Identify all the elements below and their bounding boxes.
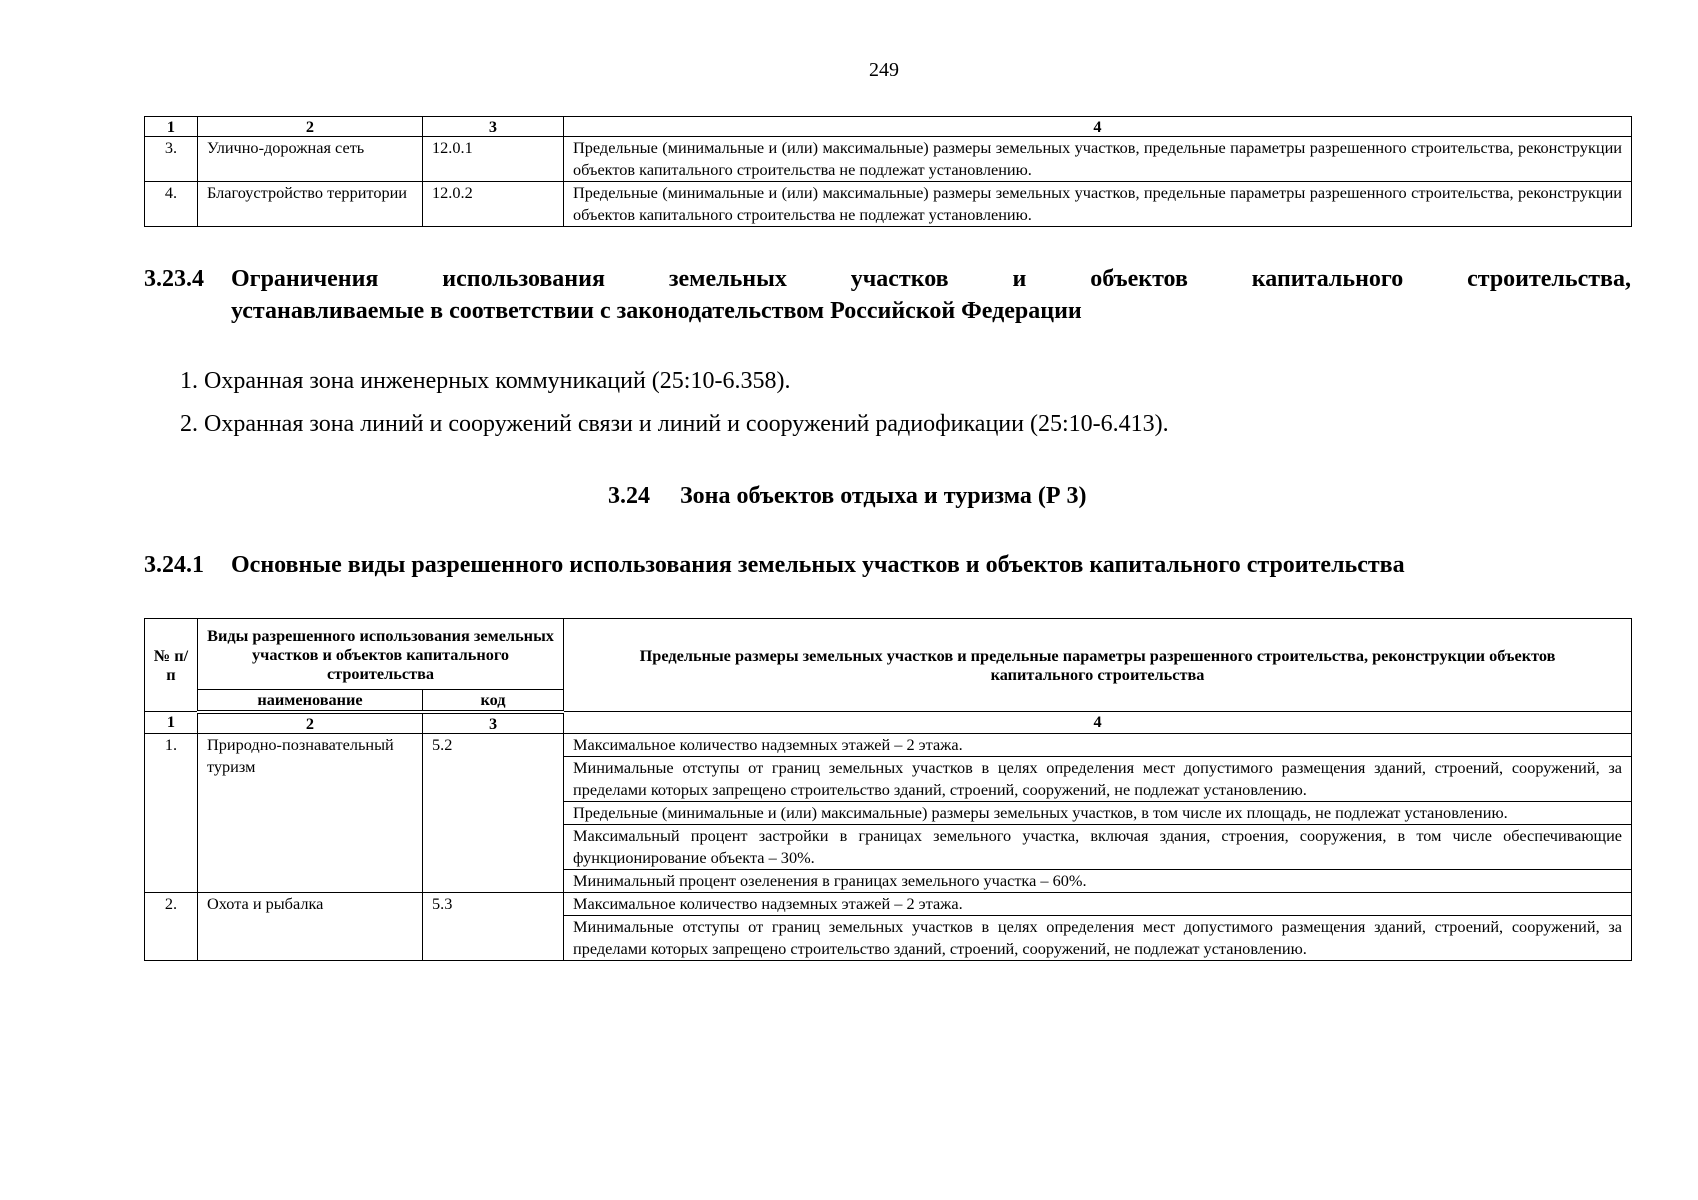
main-uses-table [144,618,1632,961]
use-parameters: Предельные (минимальные и (или) максимальные) размеры земельных участков, предельные параметры разрешенного строительства, реконструкции объектов капитального строительства не подлежат установлению. [564,137,1632,182]
section-title: Основные виды разрешенного использования земельных участков и объектов капитального строительства [231,552,1405,578]
restriction-item: 2. Охранная зона линий и сооружений связи и линий и сооружений радиофикации (25:10-6.413). [180,411,1169,437]
use-parameter: Минимальные отступы от границ земельных участков в целях определения мест допустимого размещения зданий, строений, сооружений, за пределами которых запрещено строительство зданий, строений, сооружений, не подлежат установлению. [564,915,1632,960]
use-parameter: Предельные (минимальные и (или) максимальные) размеры земельных участков, в том числе их площадь, не подлежат установлению. [564,801,1632,824]
section-title-line-1: Ограничения использования земельных участков и объектов капитального строительства, [231,266,1631,292]
section-title-line-2: устанавливаемые в соответствии с законодательством Российской Федерации [231,298,1082,324]
use-type-code: 12.0.1 [423,137,564,182]
row-number: 3. [145,137,198,182]
land-use-table-continued [144,116,1632,227]
column-number-3: 3 [423,117,564,137]
use-type-name: Природно-познавательный туризм [198,733,423,892]
table-row [145,182,1632,227]
use-type-code: 12.0.2 [423,182,564,227]
use-parameter: Максимальный процент застройки в границах земельного участка, включая здания, строения, сооружения, в том числе обеспечивающие функционирование объекта – 30%. [564,824,1632,869]
use-parameter: Максимальное количество надземных этажей – 2 этажа. [564,892,1632,915]
column-number-1: 1 [145,117,198,137]
use-type-code: 5.2 [423,733,564,892]
table-row [145,892,1632,915]
use-parameters: Предельные (минимальные и (или) максимальные) размеры земельных участков, предельные параметры разрешенного строительства, реконструкции объектов капитального строительства не подлежат установлению. [564,182,1632,227]
column-header-parameters: Предельные размеры земельных участков и предельные параметры разрешенного строительства, реконструкции объектов капитального строительства [564,619,1632,712]
row-number: 2. [145,892,198,960]
use-type-name: Улично-дорожная сеть [198,137,423,182]
column-header-number: № п/п [145,619,198,712]
column-number-2: 2 [198,117,423,137]
column-number-row [145,712,1632,734]
section-number: 3.23.4 [144,266,204,292]
section-number: 3.24.1 [144,552,204,578]
use-type-code: 5.3 [423,892,564,960]
restriction-item: 1. Охранная зона инженерных коммуникаций (25:10-6.358). [180,368,791,394]
use-parameter: Максимальное количество надземных этажей – 2 этажа. [564,733,1632,756]
section-heading-restrictions [144,263,1631,327]
table-header-row [145,619,1632,690]
table-row [145,733,1632,756]
column-number-3: 3 [423,712,564,734]
section-number: 3.24 [608,483,650,509]
column-number-2: 2 [198,712,423,734]
table-row [145,137,1632,182]
column-number-4: 4 [564,712,1632,734]
table-header-row [145,117,1632,137]
use-parameter: Минимальный процент озеленения в границах земельного участка – 60%. [564,869,1632,892]
row-number: 1. [145,733,198,892]
use-type-name: Благоустройство территории [198,182,423,227]
section-heading-main-uses [144,549,1631,581]
column-header-code: код [423,690,564,712]
use-parameter: Минимальные отступы от границ земельных участков в целях определения мест допустимого размещения зданий, строений, сооружений, за пределами которых запрещено строительство зданий, строений, сооружений, не подлежат установлению. [564,756,1632,801]
column-number-4: 4 [564,117,1632,137]
row-number: 4. [145,182,198,227]
page-number: 249 [869,59,899,81]
zone-heading [608,480,1087,512]
column-header-name: наименование [198,690,423,712]
use-type-name: Охота и рыбалка [198,892,423,960]
column-header-use-types: Виды разрешенного использования земельных участков и объектов капитального строительства [198,619,564,690]
column-number-1: 1 [145,712,198,734]
section-title: Зона объектов отдыха и туризма (Р 3) [680,483,1087,509]
